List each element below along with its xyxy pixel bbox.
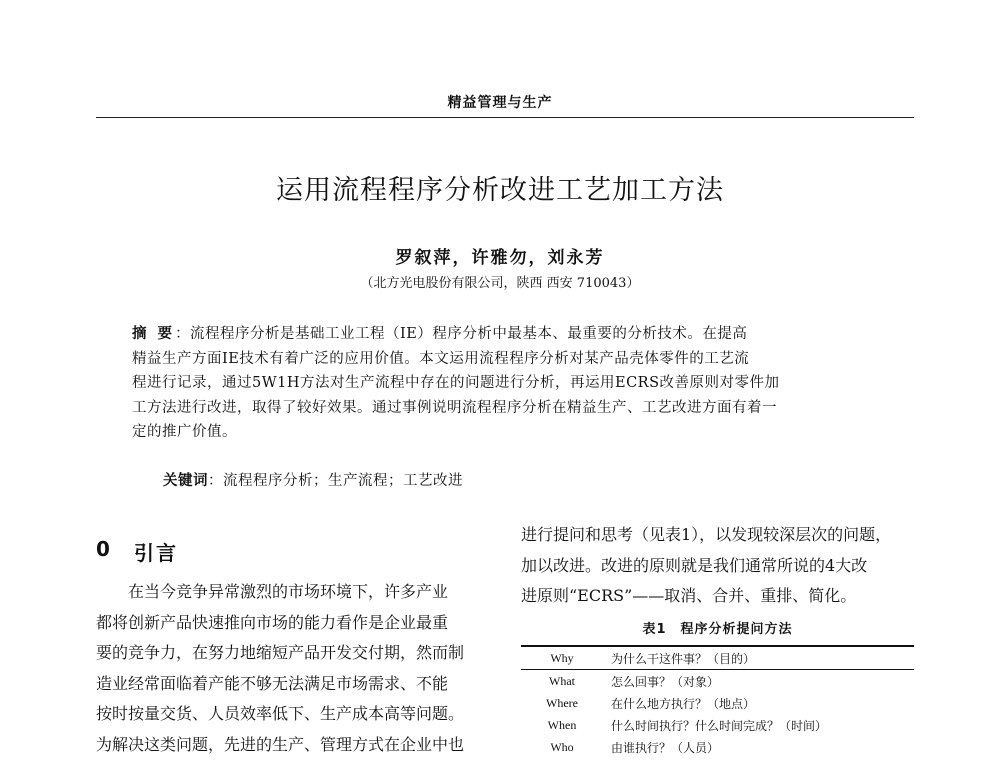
body-line: 要的竞争力，在努力地缩短产品开发交付期，然而制 <box>96 638 488 669</box>
table-cell-key: Who <box>521 736 603 758</box>
table-cell-key: Why <box>521 646 603 670</box>
body-line: 为解决这类问题，先进的生产、管理方式在企业中也 <box>96 730 488 760</box>
body-line: 造业经常面临着产能不够无法满足市场需求、不能 <box>96 669 488 700</box>
abstract-line: 程进行记录，通过5W1H方法对生产流程中存在的问题进行分析，再运用ECRS改善原则对零件加 <box>132 371 877 396</box>
abstract-line: 精益生产方面IE技术有着广泛的应用价值。本文运用流程程序分析对某产品壳体零件的工艺流 <box>132 347 877 372</box>
paper-authors: 罗叙萍，许雅勿，刘永芳 <box>0 243 1000 268</box>
table-cell-value: 在什么地方执行？（地点） <box>603 692 914 714</box>
abstract <box>132 322 877 445</box>
table-cell-value: 什么时间执行？什么时间完成？（时间） <box>603 714 914 736</box>
table-cell-value: 怎么回事？（对象） <box>603 670 914 693</box>
body-line: 进原则“ECRS”——取消、合并、重排、简化。 <box>521 581 914 612</box>
body-line: 进行提问和思考（见表1），以发现较深层次的问题， <box>521 520 914 551</box>
table-cell-value: 由谁执行？（人员） <box>603 736 914 758</box>
keywords <box>163 469 463 490</box>
table-cell-key: What <box>521 670 603 693</box>
header-rule <box>96 117 914 118</box>
table-row <box>521 714 914 736</box>
paper-title: 运用流程程序分析改进工艺加工方法 <box>0 168 1000 207</box>
body-line: 在当今竞争异常激烈的市场环境下，许多产业 <box>96 577 488 608</box>
table-row <box>521 670 914 693</box>
body-line: 按时按量交货、人员效率低下、生产成本高等问题。 <box>96 699 488 730</box>
abstract-line: 工方法进行改进，取得了较好效果。通过事例说明流程程序分析在精益生产、工艺改进方面有着一 <box>132 396 877 421</box>
body-line: 都将创新产品快速推向市场的能力看作是企业最重 <box>96 608 488 639</box>
abstract-line: 定的推广价值。 <box>132 420 877 445</box>
paper-affiliation: （北方光电股份有限公司，陕西 西安 710043） <box>0 272 1000 291</box>
table-cell-key: When <box>521 714 603 736</box>
body-text-right-column <box>521 520 914 612</box>
table-cell-value: 为什么干这件事？（目的） <box>603 646 914 670</box>
table-row <box>521 692 914 714</box>
table-cell-key: Where <box>521 692 603 714</box>
keywords-label: 关键词 <box>163 473 208 489</box>
table-1 <box>521 645 914 758</box>
body-line: 加以改进。改进的原则就是我们通常所说的4大改 <box>521 551 914 582</box>
section-number: 0 <box>96 537 110 561</box>
keywords-text: ：流程程序分析；生产流程；工艺改进 <box>208 473 463 489</box>
journal-section-header: 精益管理与生产 <box>0 92 1000 112</box>
section-title: 引言 <box>134 537 178 566</box>
abstract-line: 摘 要：流程程序分析是基础工业工程（IE）程序分析中最基本、最重要的分析技术。在提高 <box>132 322 877 347</box>
body-text-left-column <box>96 577 488 760</box>
table-caption: 表1 程序分析提问方法 <box>521 618 914 637</box>
table-row <box>521 736 914 758</box>
abstract-label: 摘 要 <box>132 326 175 342</box>
table-header-row <box>521 646 914 670</box>
